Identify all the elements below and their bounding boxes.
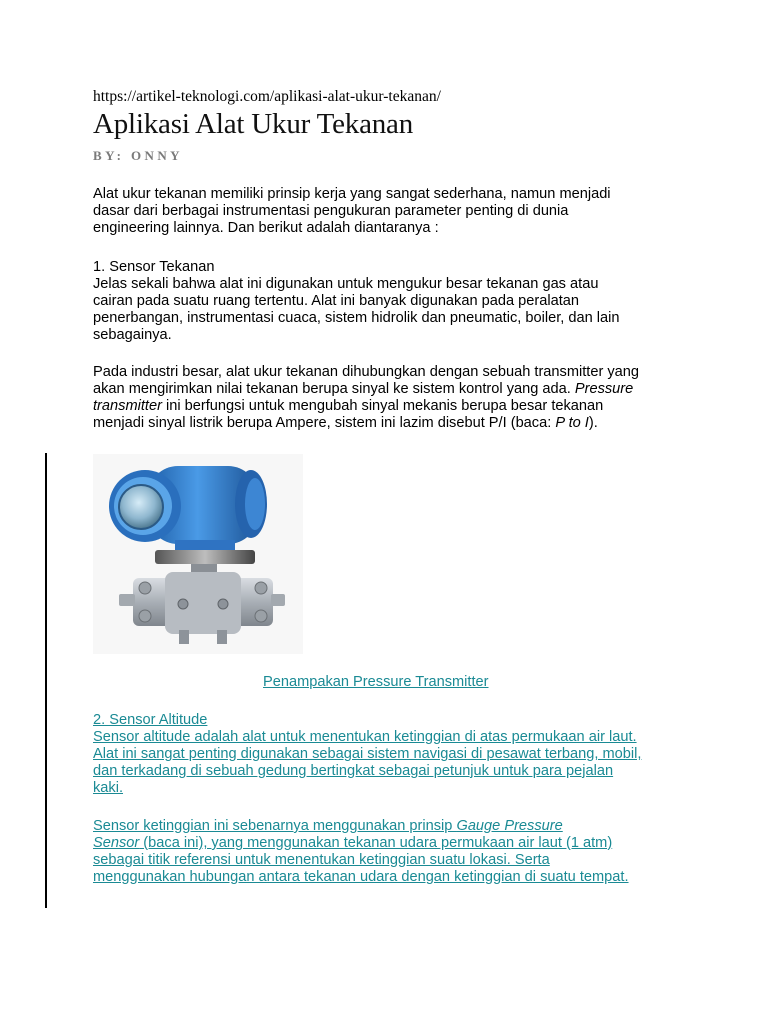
text-line: Pada industri besar, alat ukur tekanan dihubungkan dengan sebuah transmitter yang [93,364,640,380]
text-run: akan mengirimkan nilai tekanan berupa sinyal ke sistem kontrol yang ada. [93,381,575,397]
text-link-line[interactable]: kaki. [93,780,124,796]
text-link-line[interactable] [93,835,683,852]
figure-caption-link[interactable]: Penampakan Pressure Transmitter [263,674,489,690]
section-heading-link[interactable]: 2. Sensor Altitude [93,712,208,728]
emphasis-text: Pressure [574,381,634,397]
text-link-line[interactable]: sebagai titik referensi untuk menentukan ketinggian suatu lokasi. Serta [93,852,550,868]
text-line [93,398,683,415]
text-line: sebagainya. [93,327,172,343]
text-line: engineering lainnya. Dan berikut adalah diantaranya : [93,220,439,236]
pressure-transmitter-image [93,454,303,654]
sensor-altitude-paragraph [93,712,683,797]
text-link-line[interactable]: dan terkadang di sebuah gedung bertingkat sebagai petunjuk untuk para pejalan [93,763,614,779]
text-run: Sensor ketinggian ini sebenarnya menggunakan prinsip [93,818,457,834]
text-link-line[interactable]: menggunakan hubungan antara tekanan udara dengan ketinggian di suatu tempat. [93,869,629,885]
text-line: Jelas sekali bahwa alat ini digunakan untuk mengukur besar tekanan gas atau [93,276,599,292]
industri-paragraph [93,364,683,432]
gauge-pressure-paragraph [93,818,683,886]
intro-paragraph [93,186,683,237]
text-line: dasar dari berbagai instrumentasi pengukuran parameter penting di dunia [93,203,569,219]
text-line [93,415,683,432]
text-link-line[interactable]: Sensor altitude adalah alat untuk menentukan ketinggian di atas permukaan air laut. [93,729,637,745]
text-run: menjadi sinyal listrik berupa Ampere, sistem ini lazim disebut P/I (baca: [93,415,556,431]
text-link-line[interactable]: Alat ini sangat penting digunakan sebagai sistem navigasi di pesawat terbang, mobil, [93,746,642,762]
text-run: (baca ini), yang menggunakan tekanan udara permukaan air laut (1 atm) [139,835,613,851]
sensor-tekanan-paragraph [93,259,683,344]
author-byline: BY: ONNY [93,148,183,163]
emphasis-text: Gauge Pressure [456,818,563,834]
source-url[interactable]: https://artikel-teknologi.com/aplikasi-alat-ukur-tekanan/ [93,88,441,105]
margin-change-bar [45,453,47,908]
emphasis-text: P to I [555,415,589,431]
text-line: penerbangan, instrumentasi cuaca, sistem hidrolik dan pneumatic, boiler, dan lain [93,310,620,326]
section-heading: 1. Sensor Tekanan [93,259,215,275]
article-title: Aplikasi Alat Ukur Tekanan [93,108,414,140]
text-run: ). [588,415,598,431]
text-line: cairan pada suatu ruang tertentu. Alat ini banyak digunakan pada peralatan [93,293,580,309]
emphasis-text: transmitter [93,398,162,414]
text-line: Alat ukur tekanan memiliki prinsip kerja yang sangat sederhana, namun menjadi [93,186,611,202]
emphasis-text: Sensor [93,835,140,851]
text-run: ini berfungsi untuk mengubah sinyal mekanis berupa besar tekanan [161,398,604,414]
text-link-line[interactable] [93,818,683,835]
text-line [93,381,683,398]
pressure-transmitter-icon [93,454,303,654]
